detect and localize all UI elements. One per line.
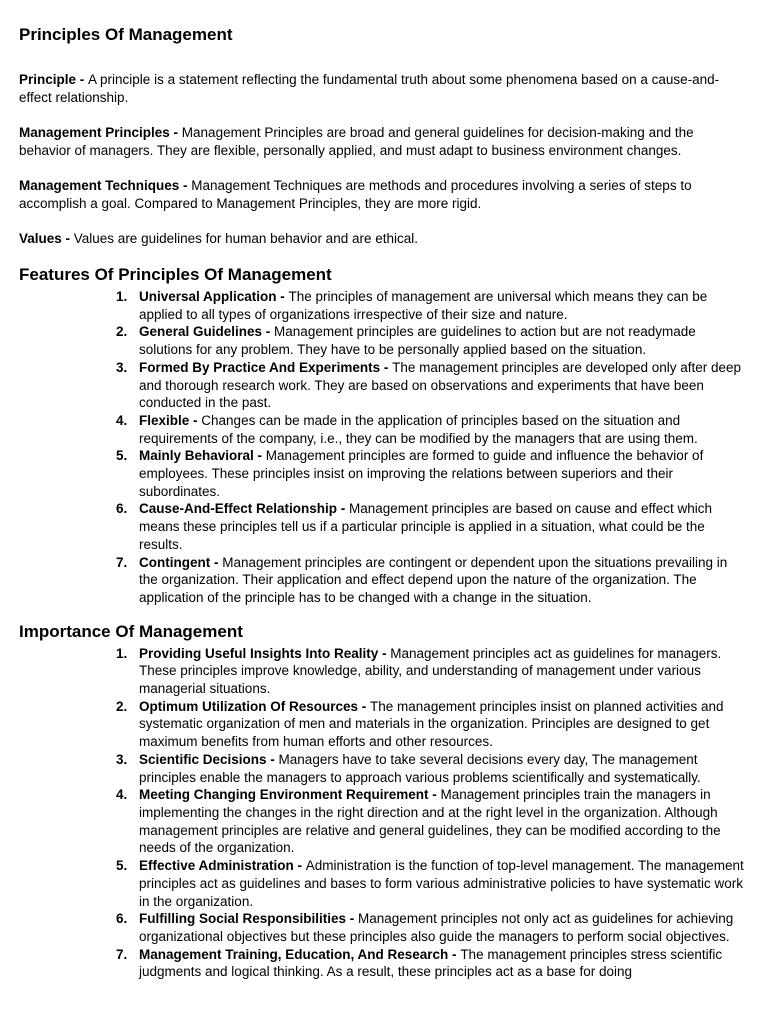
definition-text: Management Principles are broad and general guidelines for decision-making and the behavior of managers. They are flexible, personally applied, and must adapt to business environment changes.	[19, 125, 694, 158]
item-term: General Guidelines -	[139, 324, 275, 340]
list-item	[19, 751, 749, 786]
item-text: Management principles act as guidelines for managers. These principles improve knowledge, ability, and understanding of management under various managerial situations.	[139, 645, 722, 697]
item-text: The management principles stress scientific judgments and logical thinking. As a result, these principles act as a base for doing	[139, 946, 723, 980]
item-term: Flexible -	[139, 412, 202, 428]
item-term: Mainly Behavioral -	[139, 448, 266, 464]
importance-list	[19, 645, 749, 981]
list-item	[19, 447, 749, 500]
list-number: 4.	[116, 412, 128, 428]
list-item	[19, 288, 749, 323]
item-text: Management principles are based on cause and effect which means these principles tell us if a particular principle is applied in a situation, what could be the results.	[139, 501, 712, 552]
item-term: Meeting Changing Environment Requirement -	[139, 787, 441, 803]
list-item	[19, 554, 749, 607]
list-number: 5.	[116, 448, 128, 464]
item-text: The management principles are developed only after deep and thorough research work. They are based on observations and experiments that have been conducted in the past.	[139, 359, 742, 411]
item-text: Management principles not only act as guidelines for achieving organizational objectives but these principles also guide the managers to perform social objectives.	[139, 911, 734, 944]
item-text: Managers have to take several decisions every day, The management principles enable the managers to approach various problems scientifically and systematically.	[139, 751, 701, 785]
list-item	[19, 786, 749, 857]
item-text: Management principles are formed to guide and influence the behavior of employees. These principles insist on improving the relations between superiors and their subordinates.	[139, 448, 704, 499]
list-item	[19, 857, 749, 910]
list-number: 5.	[116, 858, 128, 874]
features-heading: Features Of Principles Of Management	[19, 265, 332, 284]
item-text: Management principles are contingent or dependent upon the situations prevailing in the organization. Their application and effect depend upon the nature of the organization. The application of the principle has to be changed with a change in the situation.	[139, 554, 728, 605]
list-number: 1.	[116, 645, 128, 661]
definition-term: Principle -	[19, 72, 89, 87]
definition-text: Values are guidelines for human behavior and are ethical.	[73, 231, 418, 246]
item-term: Contingent -	[139, 554, 223, 570]
item-term: Formed By Practice And Experiments -	[139, 359, 393, 375]
list-number: 7.	[116, 946, 128, 962]
definition-values	[19, 230, 749, 248]
item-text: The management principles insist on planned activities and systematic organization of men and materials in the organization. Principles are designed to get maximum benefits from human efforts and other resources.	[139, 698, 724, 750]
item-text: Management principles train the managers in implementing the changes in the right direction and at the right level in the organization. Although management principles are relative and general guidelines, they can be modified according to the needs of the organization.	[139, 787, 721, 856]
item-text: Changes can be made in the application of principles based on the situation and requirements of the company, i.e., they can be modified by the managers that are using them.	[139, 412, 698, 446]
item-term: Scientific Decisions -	[139, 751, 279, 767]
list-item	[19, 412, 749, 447]
definition-text: A principle is a statement reflecting the fundamental truth about some phenomena based on a cause-and-effect relationship.	[19, 72, 720, 105]
list-number: 2.	[116, 324, 128, 340]
list-number: 3.	[116, 359, 128, 375]
item-text: Management principles are guidelines to action but are not readymade solutions for any problem. They have to be personally applied based on the situation.	[139, 324, 696, 358]
list-number: 6.	[116, 501, 128, 517]
definition-management-techniques	[19, 177, 749, 213]
importance-heading: Importance Of Management	[19, 621, 243, 641]
definitions-block	[19, 71, 749, 248]
definition-text: Management Techniques are methods and procedures involving a series of steps to accomplish a goal. Compared to Management Principles, they are more rigid.	[19, 178, 692, 211]
definition-principle	[19, 71, 749, 107]
item-term: Cause-And-Effect Relationship -	[139, 501, 350, 517]
page-title: Principles Of Management	[19, 25, 233, 44]
item-term: Fulfilling Social Responsibilities -	[139, 911, 359, 927]
list-item	[19, 946, 749, 981]
list-item	[19, 359, 749, 412]
definition-term: Management Principles -	[19, 125, 182, 140]
item-term: Universal Application -	[139, 289, 289, 304]
list-number: 4.	[116, 787, 128, 803]
item-term: Optimum Utilization Of Resources -	[139, 698, 371, 714]
item-text: The principles of management are universal which means they can be applied to all types of organizations irrespective of their size and nature.	[139, 289, 708, 322]
item-text: Administration is the function of top-level management. The management principles act as guidelines and bases to form various administrative policies to have systematic work in the organization.	[139, 858, 744, 909]
list-item	[19, 323, 749, 358]
list-item	[19, 910, 749, 945]
definition-management-principles	[19, 124, 749, 160]
list-number: 7.	[116, 554, 128, 570]
list-number: 6.	[116, 911, 128, 927]
list-item	[19, 645, 749, 698]
features-list	[19, 288, 749, 607]
item-term: Providing Useful Insights Into Reality -	[139, 645, 391, 661]
list-number: 3.	[116, 751, 128, 767]
item-term: Management Training, Education, And Research -	[139, 946, 461, 962]
list-number: 1.	[116, 289, 128, 304]
item-term: Effective Administration -	[139, 858, 306, 874]
list-item	[19, 500, 749, 553]
list-item	[19, 698, 749, 751]
list-number: 2.	[116, 698, 128, 714]
definition-term: Values -	[19, 231, 74, 246]
definition-term: Management Techniques -	[19, 178, 192, 193]
